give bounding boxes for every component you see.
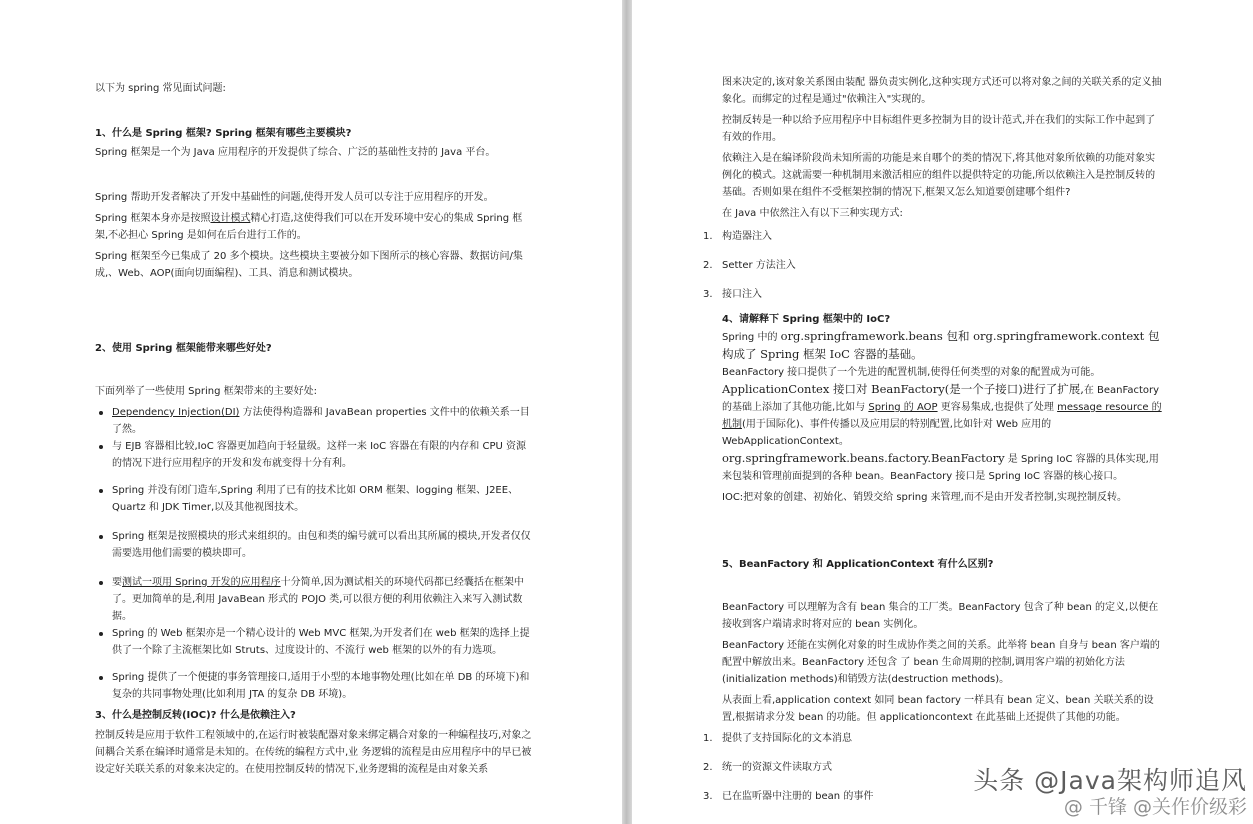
list-number: 1.	[703, 733, 713, 744]
q4-line-2: BeanFactory 接口提供了一个先进的配置机制,使得任何类型的对象的配置成为可能。	[722, 367, 1101, 378]
page-divider	[622, 0, 632, 824]
q4-line-3-a: ApplicationContex 接口对 BeanFactory(是一个子接口)进行了扩展,	[722, 382, 1084, 396]
q2-lead: 下面列举了一些使用 Spring 框架带来的主要好处:	[95, 386, 317, 397]
q1-p3-text-a: Spring 框架本身亦是按照	[95, 213, 211, 224]
di-methods-list	[703, 228, 1162, 303]
question-3-heading: 3、什么是控制反转(IOC)? 什么是依赖注入?	[95, 710, 296, 721]
q1-paragraph-1: Spring 框架是一个为 Java 应用程序的开发提供了综合、广泛的基础性支持的 Java 平台。	[95, 147, 496, 158]
list-item-text: Setter 方法注入	[722, 260, 796, 271]
list-item	[703, 730, 1162, 747]
page-right-content	[703, 74, 1162, 805]
q1-paragraph-4: Spring 框架至今已集成了 20 多个模块。这些模块主要被分如下图所示的核心容器、数据访问/集成,、Web、AOP(面向切面编程)、工具、消息和测试模块。	[95, 251, 523, 279]
list-item-text: Spring 提供了一个便捷的事务管理接口,适用于小型的本地事物处理(比如在单 DB 的环境下)和复杂的共同事物处理(比如利用 JTA 的复杂 DB 环境)。	[112, 672, 530, 700]
q1-p3-text-b: 精心打造,这使得我们可以在开发环境中安心的集成 Spring 框架,不必担心 Spring 是如何在后台进行工作的。	[95, 213, 523, 241]
design-pattern-link[interactable]: 设计模式	[210, 213, 251, 224]
q5-paragraph-1: BeanFactory 可以理解为含有 bean 集合的工厂类。BeanFactory 包含了种 bean 的定义,以便在接收到客户端请求时将对应的 bean 实例化。	[722, 602, 1159, 630]
list-item-text: 与 EJB 容器相比较,IoC 容器更加趋向于轻量级。这样一来 IoC 容器在有限的内存和 CPU 资源的情况下进行应用程序的开发和发布就变得十分有利。	[112, 441, 526, 469]
list-item	[703, 257, 1162, 274]
list-item-text: 要	[112, 577, 122, 588]
list-item-text: 构造器注入	[722, 231, 772, 242]
list-item	[95, 574, 535, 625]
list-item-text: Spring 的 Web 框架亦是一个精心设计的 Web MVC 框架,为开发者们在 web 框架的选择上提供了一个除了主流框架比如 Struts、过度设计的、不流行 web 框架的以外的有力选项。	[112, 628, 530, 656]
list-item	[95, 482, 535, 516]
question-4-heading: 4、请解释下 Spring 框架中的 IoC?	[722, 314, 891, 325]
q4-line-4-b: 是 Spring IoC 容器的具体实现,用来包装和管理前面提到的各种 bean。BeanFactory 接口是 Spring IoC 容器的核心接口。	[722, 454, 1159, 482]
q4-line-4	[722, 450, 1162, 485]
q1-paragraph-3	[95, 210, 535, 244]
list-item-text: 提供了支持国际化的文本消息	[722, 733, 852, 744]
q1-paragraph-2: Spring 帮助开发者解决了开发中基础性的问题,使得开发人员可以专注于应用程序的开发。	[95, 192, 494, 203]
q5-paragraph-3: 从表面上看,application context 如同 bean factory 一样具有 bean 定义、bean 关联关系的设置,根据请求分发 bean 的功能。但 applicationcontext 在此基础上还提供了其他的功能。	[722, 695, 1154, 723]
q5-paragraph-2: BeanFactory 还能在实例化对象的时生成协作类之间的关系。此举将 bean 自身与 bean 客户端的配置中解放出来。BeanFactory 还包含 了 bean 生命周期的控制,调用客户端的初始化方法(initialization methods)和销毁方法(destruction methods)。	[722, 640, 1160, 685]
ioc-paragraph-2: 控制反转是一种以给予应用程序中目标组件更多控制为目的设计范式,并在我们的实际工作中起到了有效的作用。	[722, 115, 1156, 143]
question-5-heading: 5、BeanFactory 和 ApplicationContext 有什么区别?	[722, 559, 994, 570]
list-item	[703, 286, 1162, 303]
q4-line-4-a: org.springframework.beans.factory.BeanFactory	[722, 451, 1005, 465]
list-item-text: Spring 并没有闭门造车,Spring 利用了已有的技术比如 ORM 框架、logging 框架、J2EE、Quartz 和 JDK Timer,以及其他视图技术。	[112, 485, 519, 513]
list-item	[95, 404, 535, 438]
question-2-heading: 2、使用 Spring 框架能带来哪些好处?	[95, 343, 272, 354]
spring-testing-link[interactable]: 测试一项用 Spring 开发的应用程序	[122, 577, 281, 588]
ioc-paragraph-cont: 图来决定的,该对象关系图由装配 器负责实例化,这种实现方式还可以将对象之间的关联关系的定义抽象化。而绑定的过程是通过"依赖注入"实现的。	[722, 77, 1162, 105]
intro-text: 以下为 spring 常见面试问题:	[95, 83, 226, 94]
list-number: 3.	[703, 289, 713, 300]
list-item-text: Spring 框架是按照模块的形式来组织的。由包和类的编号就可以看出其所属的模块,开发者仅仅需要选用他们需要的模块即可。	[112, 531, 531, 559]
document-page-right	[632, 0, 1253, 824]
watermark-line-1: 头条 @Java架构师追风	[973, 766, 1247, 795]
list-number: 2.	[703, 762, 713, 773]
q4-line-1-b: org.springframework.beans 包和 org.springframework.context 包构成了 Spring 框架 IoC 容器的基础。	[722, 329, 1160, 361]
list-item	[95, 438, 535, 472]
list-number: 2.	[703, 260, 713, 271]
page-left-content	[95, 80, 535, 782]
q4-line-1-a: Spring 中的	[722, 332, 781, 343]
q4-line-3-d: (用于国际化)、事件传播以及应用层的特别配置,比如针对 Web 应用的 WebApplicationContext。	[722, 419, 1052, 447]
q4-line-5: IOC:把对象的创建、初始化、销毁交给 spring 来管理,而不是由开发者控制,实现控制反转。	[722, 492, 1128, 503]
list-item	[95, 669, 535, 703]
document-page-left	[0, 0, 622, 824]
q4-line-3-b: 在 BeanFactory 的基础上添加了其他功能,比如与	[722, 385, 1160, 413]
list-item-text: 方法使得构造器和 JavaBean properties 文件中的依赖关系一目了然。	[112, 407, 530, 435]
list-number: 3.	[703, 791, 713, 802]
di-paragraph: 依赖注入是在编译阶段尚未知所需的功能是来自哪个的类的情况下,将其他对象所依赖的功能对象实例化的模式。这就需要一种机制用来激活相应的组件以提供特定的功能,所以依赖注入是控制反转的基础。否则如果在组件不受框架控制的情况下,框架又怎么知道要创建哪个组件?	[722, 153, 1156, 198]
di-methods-lead: 在 Java 中依然注入有以下三种实现方式:	[722, 208, 903, 219]
question-1-heading: 1、什么是 Spring 框架? Spring 框架有哪些主要模块?	[95, 128, 352, 139]
di-link[interactable]: Dependency Injection(DI)	[112, 407, 240, 418]
q4-line-3-c: 更容易集成,也提供了处理	[937, 402, 1058, 413]
list-item-text: 统一的资源文件读取方式	[722, 762, 832, 773]
message-resource-link[interactable]: message resource 的机制	[722, 402, 1162, 430]
spring-aop-link[interactable]: Spring 的 AOP	[868, 402, 938, 413]
watermark-line-2: @ 千锋 @关作价级彩	[1063, 796, 1247, 818]
list-item	[703, 228, 1162, 245]
watermark	[973, 766, 1247, 818]
q4-line-3	[722, 381, 1162, 450]
list-item-text: 十分简单,因为测试相关的环境代码都已经囊括在框架中了。更加简单的是,利用 JavaBean 形式的 POJO 类,可以很方便的利用依赖注入来写入测试数据。	[112, 577, 524, 622]
list-item-text: 已在监听器中注册的 bean 的事件	[722, 791, 874, 802]
q3-paragraph-1: 控制反转是应用于软件工程领域中的,在运行时被装配器对象来绑定耦合对象的一种编程技巧,对象之间耦合关系在编译时通常是未知的。在传统的编程方式中,业 务逻辑的流程是由应用程序中的早已被设定好关联关系的对象来决定的。在使用控制反转的情况下,业务逻辑的流程是由对象关系	[95, 730, 532, 775]
list-item	[95, 528, 535, 562]
q4-line-1	[722, 328, 1162, 364]
list-item	[95, 625, 535, 659]
list-number: 1.	[703, 231, 713, 242]
q2-benefits-list	[95, 404, 535, 703]
list-item-text: 接口注入	[722, 289, 762, 300]
